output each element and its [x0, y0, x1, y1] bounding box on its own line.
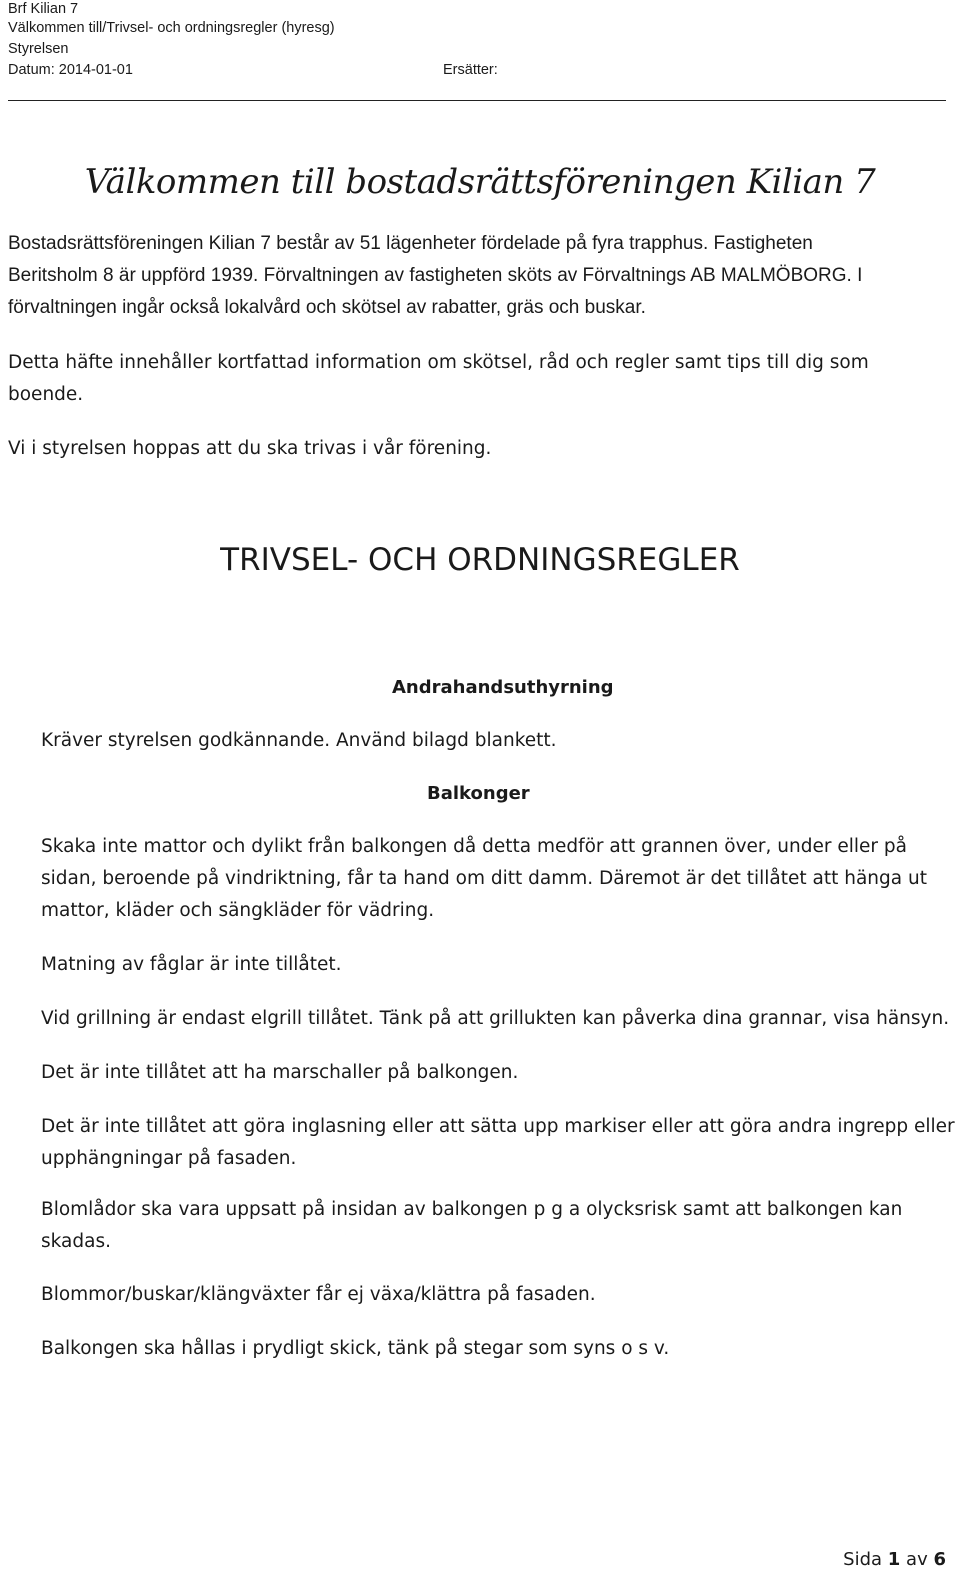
balkonger-p4: Det är inte tillåtet att ha marschaller på balkongen.: [41, 1062, 519, 1083]
intro-p2-line2: boende.: [8, 384, 84, 405]
balkonger-p8: Balkongen ska hållas i prydligt skick, tänk på stegar som syns o s v.: [41, 1338, 670, 1359]
andrahand-text: Kräver styrelsen godkännande. Använd bilagd blankett.: [41, 730, 557, 751]
balkonger-p5-line1: Det är inte tillåtet att göra inglasning eller att sätta upp markiser eller att göra andra ingrepp eller: [41, 1116, 955, 1137]
intro-p1-line1: Bostadsrättsföreningen Kilian 7 består av 51 lägenheter fördelade på fyra trapphus. Fastigheten: [8, 233, 813, 254]
section-title-andrahand: Andrahandsuthyrning: [392, 677, 614, 698]
intro-p1-line3: förvaltningen ingår också lokalvård och skötsel av rabatter, gräs och buskar.: [8, 297, 646, 318]
intro-p1-line2: Beritsholm 8 är uppförd 1939. Förvaltningen av fastigheten sköts av Förvaltnings AB MALMÖBORG. I: [8, 265, 863, 286]
balkonger-p1-line3: mattor, kläder och sängkläder för vädring.: [41, 900, 435, 921]
page-of: av: [906, 1549, 928, 1570]
intro-p3: Vi i styrelsen hoppas att du ska trivas i vår förening.: [8, 438, 492, 459]
balkonger-p3: Vid grillning är endast elgrill tillåtet. Tänk på att grillukten kan påverka dina grannar, visa hänsyn.: [41, 1008, 950, 1029]
balkonger-p5-line2: upphängningar på fasaden.: [41, 1148, 297, 1169]
header-divider: [8, 100, 946, 101]
section-title-balkonger: Balkonger: [427, 783, 530, 804]
current-page: 1: [887, 1549, 901, 1570]
balkonger-p7: Blommor/buskar/klängväxter får ej växa/klättra på fasaden.: [41, 1284, 596, 1305]
balkonger-p1-line2: sidan, beroende på vindriktning, får ta hand om ditt damm. Däremot är det tillåtet att hänga ut: [41, 868, 927, 889]
header-replaces: Ersätter:: [443, 62, 498, 78]
rules-heading: TRIVSEL- OCH ORDNINGSREGLER: [220, 542, 740, 578]
header-org: Brf Kilian 7: [8, 1, 79, 17]
intro-p2-line1: Detta häfte innehåller kortfattad information om skötsel, råd och regler samt tips till dig som: [8, 352, 869, 373]
header-document: Välkommen till/Trivsel- och ordningsregler (hyresg): [8, 20, 335, 36]
page-title: Välkommen till bostadsrättsföreningen Kilian 7: [84, 162, 876, 202]
balkonger-p6-line1: Blomlådor ska vara uppsatt på insidan av balkongen p g a olycksrisk samt att balkongen kan: [41, 1199, 903, 1220]
page-number: [843, 1549, 946, 1570]
balkonger-p6-line2: skadas.: [41, 1231, 111, 1252]
page-label: Sida: [843, 1549, 883, 1570]
header-author: Styrelsen: [8, 41, 69, 57]
total-pages: 6: [933, 1549, 946, 1570]
header-date: Datum: 2014-01-01: [8, 62, 133, 78]
balkonger-p1-line1: Skaka inte mattor och dylikt från balkongen då detta medför att grannen över, under eller på: [41, 836, 907, 857]
balkonger-p2: Matning av fåglar är inte tillåtet.: [41, 954, 342, 975]
